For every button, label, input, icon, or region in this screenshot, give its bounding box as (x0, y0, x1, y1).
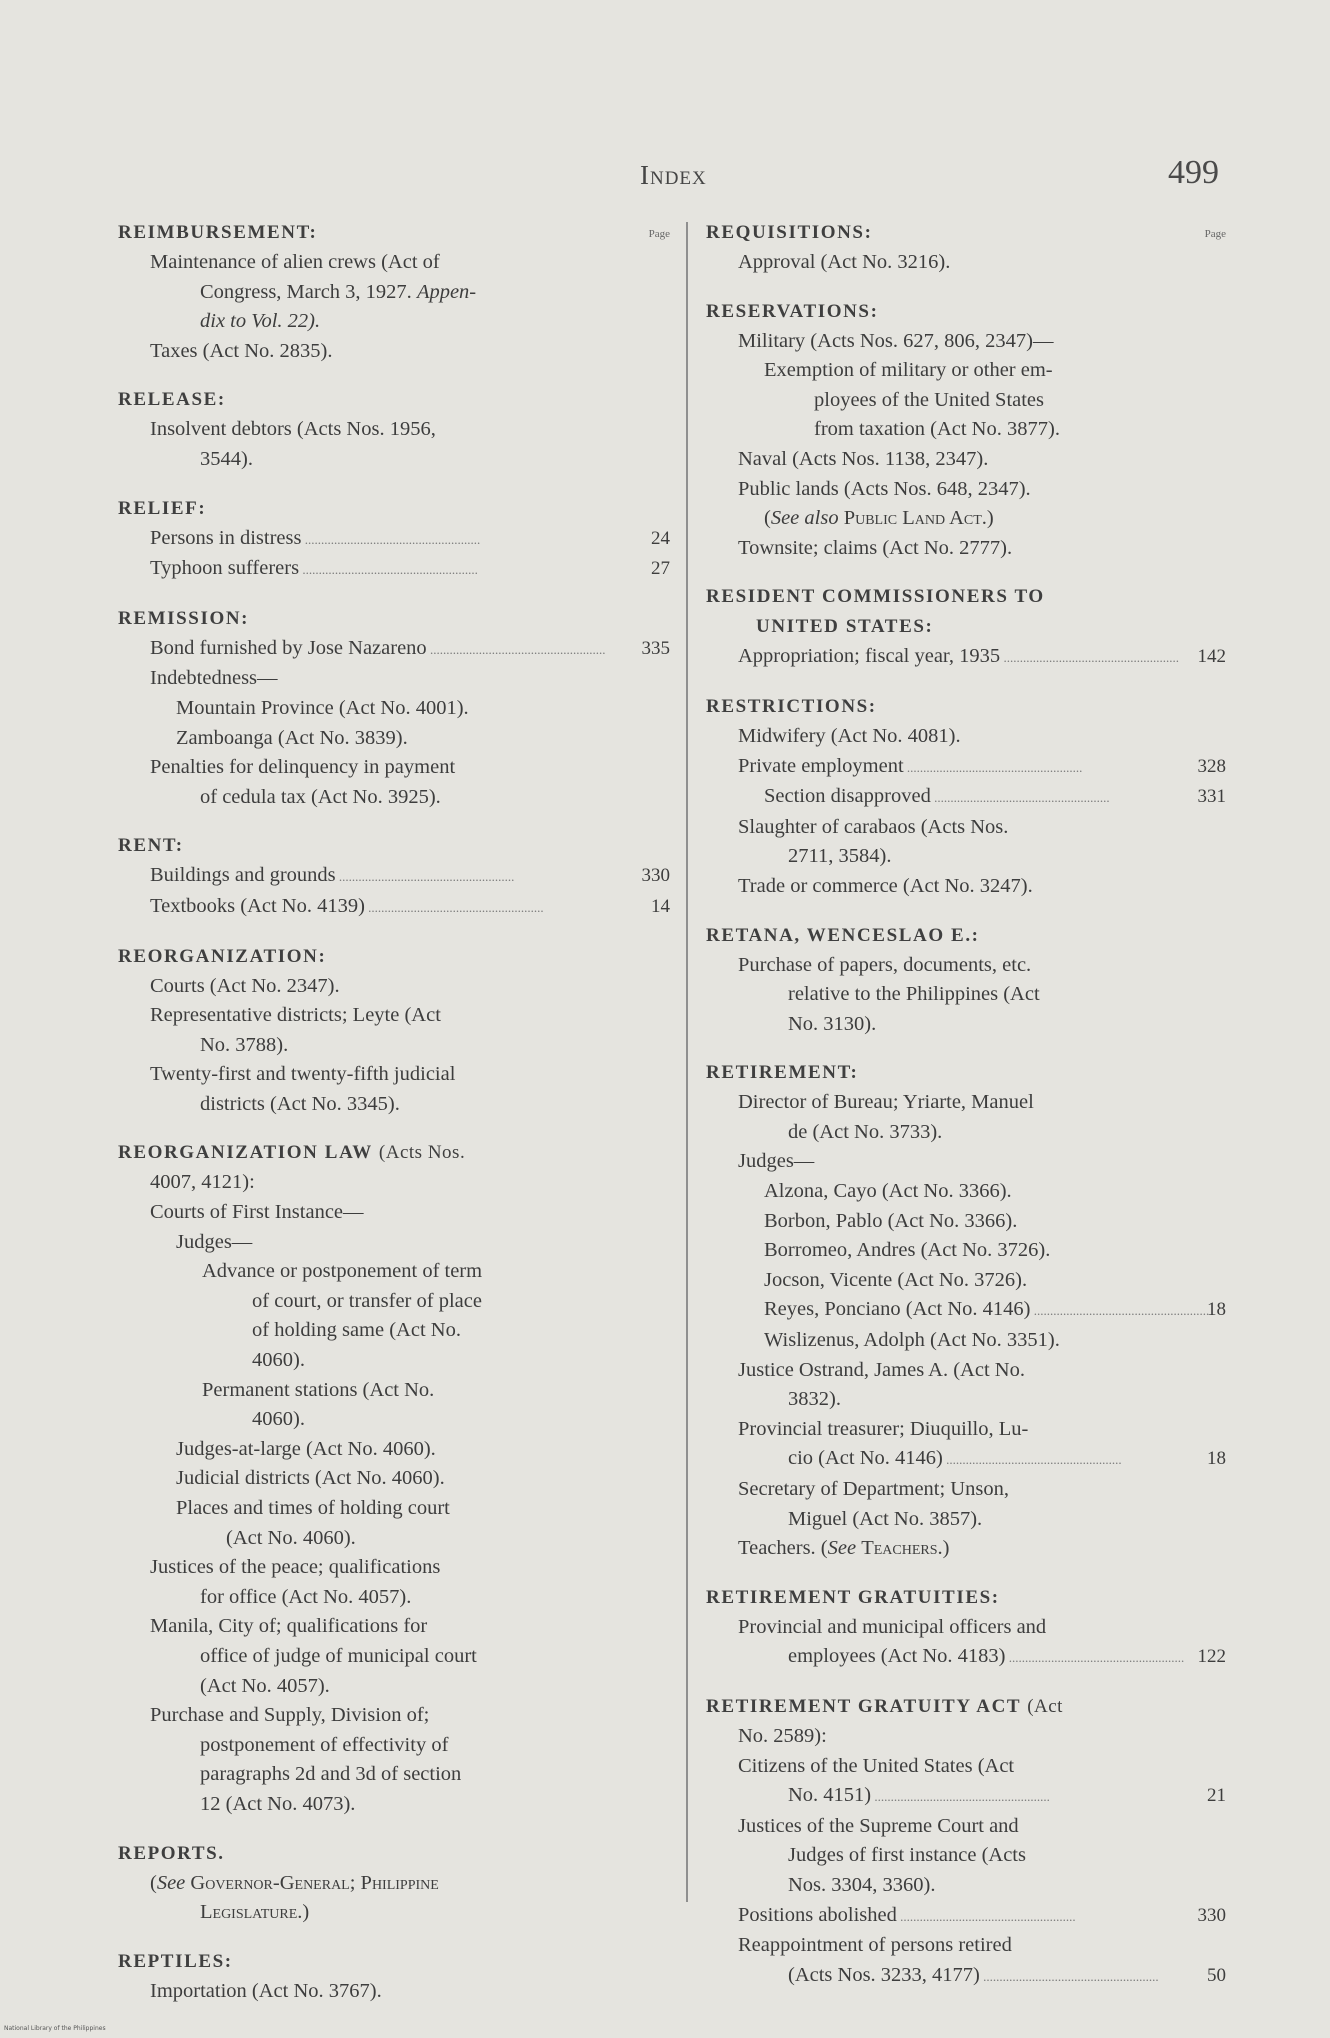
subentry (706, 642, 1226, 673)
subentry: Borromeo, Andres (Act No. 3726). (764, 1239, 1051, 1262)
entry-heading-suffix: (Acts Nos. (378, 1142, 466, 1164)
subentry: Mountain Province (Act No. 4001). (176, 696, 469, 719)
subentry-text: cio (Act No. 4146) ..... (788, 1447, 1122, 1469)
entry-reservations (706, 297, 1226, 564)
subentry: Purchase of papers, documents, etc. (738, 953, 1032, 976)
cross-ref-italic: See (827, 1537, 857, 1560)
entry-reptiles (118, 1947, 670, 2007)
subentry-continued: 4060). (252, 1408, 305, 1431)
page-ref: 24 (651, 527, 670, 549)
entry-heading: RETIREMENT: (706, 1062, 859, 1084)
subentry: Representative districts; Leyte (Act (150, 1004, 441, 1027)
subentry: Provincial treasurer; Diuquillo, Lu- (738, 1417, 1029, 1440)
subentry: Permanent stations (Act No. (202, 1378, 435, 1401)
entry-rent (118, 831, 670, 922)
running-title: Index (640, 160, 707, 190)
entry-reports (118, 1839, 670, 1928)
subentry: Townsite; claims (Act No. 2777). (738, 536, 1013, 559)
page-ref: 18 (1207, 1299, 1226, 1321)
subentry-text: Bond furnished by Jose Nazareno ..... (150, 637, 605, 659)
subentry (118, 892, 670, 923)
page-ref: 142 (1197, 646, 1226, 668)
entry-heading-suffix: (Act (1027, 1695, 1063, 1717)
subentry: Provincial and municipal officers and (738, 1615, 1047, 1638)
subentry: Borbon, Pablo (Act No. 3366). (764, 1209, 1018, 1232)
subentry: Citizens of the United States (Act (738, 1754, 1015, 1777)
subentry-continued: of court, or transfer of place (252, 1289, 482, 1312)
cross-reference-continued: Legislature.) (200, 1901, 310, 1924)
subentry-continued: relative to the Philippines (Act (788, 983, 1040, 1006)
subentry: Public lands (Acts Nos. 648, 2347). (738, 477, 1031, 500)
subentry-text: Reyes, Ponciano (Act No. 4146) ..... (764, 1298, 1209, 1320)
entry-heading: RESTRICTIONS: (706, 695, 877, 717)
subentry (118, 861, 670, 892)
cross-ref-target: Governor-General; Philippine (190, 1871, 439, 1894)
entry-restrictions (706, 692, 1226, 902)
entry-heading: REPTILES: (118, 1950, 233, 1972)
page-number: 499 (1168, 154, 1219, 191)
subentry: Penalties for delinquency in payment (150, 756, 456, 779)
subentry: Midwifery (Act No. 4081). (738, 724, 961, 747)
page-ref: 27 (651, 558, 670, 580)
subentry-continued: (Act No. 4057). (200, 1674, 330, 1697)
subentry-continued: districts (Act No. 3345). (200, 1092, 400, 1115)
subentry: Wislizenus, Adolph (Act No. 3351). (764, 1329, 1060, 1352)
column-divider (686, 222, 688, 1902)
subentry: Reappointment of persons retired (738, 1934, 1012, 1957)
subentry-continued (706, 1781, 1226, 1812)
entry-heading: RETANA, WENCESLAO E.: (706, 924, 980, 946)
subentry-continued: 3832). (788, 1388, 841, 1411)
entry-heading: REMISSION: (118, 607, 250, 629)
entry-heading: RELEASE: (118, 389, 226, 411)
entry-release (118, 385, 670, 474)
entry-heading: RETIREMENT GRATUITIES: (706, 1586, 1000, 1608)
subentry-text: Private employment ..... (738, 755, 1082, 777)
subentry: Approval (Act No. 3216). (738, 251, 951, 273)
entry-resident-commissioners (706, 582, 1226, 673)
subentry: Purchase and Supply, Division of; (150, 1704, 430, 1727)
page-ref: 14 (651, 895, 670, 917)
entry-retana (706, 921, 1226, 1040)
subentry: Twenty-first and twenty-fifth judicial (150, 1063, 456, 1086)
subentry: Judges-at-large (Act No. 4060). (176, 1437, 436, 1460)
subentry-text: Buildings and grounds ..... (150, 864, 514, 886)
subentry-text: Appropriation; fiscal year, 1935 ..... (738, 645, 1179, 667)
subentry: Maintenance of alien crews (Act of (150, 251, 440, 273)
page-ref: 122 (1197, 1646, 1226, 1668)
subentry-continued: paragraphs 2d and 3d of section (200, 1763, 462, 1786)
page-ref: 21 (1207, 1785, 1226, 1807)
subentry-continued: of holding same (Act No. (252, 1319, 461, 1342)
subentry-text: Persons in distress ..... (150, 527, 480, 549)
subentry-continued: 4007, 4121): (150, 1171, 255, 1194)
left-column (118, 218, 670, 2025)
page-ref: 328 (1197, 755, 1226, 777)
entry-reorganization-law (118, 1138, 670, 1819)
page-ref: 335 (641, 637, 670, 659)
page-ref: 330 (641, 865, 670, 887)
subentry: Manila, City of; qualifications for (150, 1615, 428, 1638)
subentry: Advance or postponement of term (202, 1260, 483, 1283)
subentry-continued: office of judge of municipal court (200, 1644, 477, 1667)
entry-remission (118, 604, 670, 813)
subentry-continued: Miguel (Act No. 3857). (788, 1507, 983, 1530)
entry-heading-continued: UNITED STATES: (756, 616, 934, 638)
entry-reorganization (118, 942, 670, 1120)
entry-heading (118, 1138, 670, 1168)
subentry: Exemption of military or other em- (764, 359, 1053, 382)
subentry (706, 1901, 1226, 1932)
cross-reference: (See Governor-General; Philippine (150, 1871, 439, 1894)
subentry-text: Teachers. (738, 1537, 816, 1560)
subentry-continued: No. 3788). (200, 1033, 289, 1056)
cross-ref-italic: See (156, 1871, 186, 1894)
subentry: Jocson, Vicente (Act No. 3726). (764, 1268, 1028, 1291)
page-header (0, 152, 1330, 202)
subentry: Judges— (176, 1230, 253, 1253)
cross-ref-target: Public Land Act.) (843, 507, 994, 530)
cross-reference: (See also Public Land Act.) (764, 507, 994, 530)
subentry (118, 524, 670, 555)
subentry-continued: 4060). (252, 1349, 305, 1372)
entry-reimbursement (118, 218, 670, 366)
subentry: Trade or commerce (Act No. 3247). (738, 874, 1033, 897)
subentry: Slaughter of carabaos (Acts Nos. (738, 815, 1009, 838)
subentry-continued: No. 2589): (738, 1724, 827, 1747)
subentry-text: (Acts Nos. 3233, 4177) ..... (788, 1964, 1159, 1986)
subentry: Judicial districts (Act No. 4060). (176, 1467, 445, 1490)
subentry-continued: 2711, 3584). (788, 845, 892, 868)
subentry-continued: 3544). (200, 447, 253, 470)
entry-heading-text: REORGANIZATION LAW (118, 1142, 373, 1164)
subentry (706, 752, 1226, 783)
entry-heading: RESERVATIONS: (706, 300, 879, 322)
cross-ref-italic: See also (770, 507, 839, 530)
subentry-continued: from taxation (Act No. 3877). (814, 418, 1060, 441)
entry-retirement (706, 1058, 1226, 1564)
subentry-continued: postponement of effectivity of (200, 1733, 449, 1756)
entry-heading: RENT: (118, 835, 184, 857)
entry-heading: RESIDENT COMMISSIONERS TO (706, 586, 1045, 608)
page-column-label: Page (1204, 228, 1226, 240)
subentry-continued: No. 3130). (788, 1012, 877, 1035)
right-column (706, 218, 1226, 2010)
page-ref: 330 (1197, 1904, 1226, 1926)
subentry: Naval (Acts Nos. 1138, 2347). (738, 447, 989, 470)
subentry-continued (706, 1642, 1226, 1673)
subentry: Alzona, Cayo (Act No. 3366). (764, 1180, 1012, 1203)
subentry-text: Section disapproved ..... (764, 785, 1110, 807)
subentry-continued: Judges of first instance (Acts (788, 1844, 1026, 1867)
page-ref: 50 (1207, 1964, 1226, 1986)
subentry: Importation (Act No. 3767). (150, 1979, 382, 2002)
entry-relief (118, 494, 670, 585)
subentry: Zamboanga (Act No. 3839). (176, 726, 408, 749)
subentry (118, 634, 670, 665)
subentry-text: Typhoon sufferers ..... (150, 557, 478, 579)
entry-heading-text: RETIREMENT GRATUITY ACT (706, 1695, 1021, 1717)
subentry (706, 782, 1226, 813)
subentry: Justice Ostrand, James A. (Act No. (738, 1358, 1025, 1381)
subentry-text: Textbooks (Act No. 4139) ..... (150, 895, 544, 917)
subentry: Military (Acts Nos. 627, 806, 2347)— (738, 329, 1054, 352)
subentry: Justices of the peace; qualifications (150, 1556, 441, 1579)
subentry: Director of Bureau; Yriarte, Manuel (738, 1091, 1034, 1114)
subentry-continued (118, 278, 670, 308)
subentry-text: Positions abolished ..... (738, 1904, 1076, 1926)
entry-heading (706, 1692, 1226, 1722)
subentry-text: employees (Act No. 4183) ..... (788, 1645, 1184, 1667)
entry-heading: RELIEF: (118, 497, 207, 519)
entry-retirement-gratuity-act (706, 1692, 1226, 1991)
subentry-continued (706, 1444, 1226, 1475)
entry-retirement-gratuities (706, 1583, 1226, 1673)
subentry-continued: ployees of the United States (814, 388, 1045, 411)
subentry-continued: of cedula tax (Act No. 3925). (200, 785, 441, 808)
entry-heading: REIMBURSEMENT: (118, 222, 318, 243)
subentry-text: No. 4151) ..... (788, 1784, 1050, 1806)
subentry: Places and times of holding court (176, 1497, 450, 1519)
page-ref: 18 (1207, 1448, 1226, 1470)
entry-heading: REQUISITIONS: (706, 222, 873, 243)
subentry-continued: de (Act No. 3733). (788, 1120, 943, 1143)
entry-requisitions (706, 218, 1226, 278)
subentry (118, 554, 670, 585)
subentry: Indebtedness— (150, 667, 278, 690)
cross-reference: Teachers. (See Teachers.) (738, 1537, 950, 1560)
page-column-label: Page (648, 228, 670, 240)
page-ref: 331 (1197, 786, 1226, 808)
scan-footer: National Library of the Philippines (4, 2025, 106, 2032)
subentry: Justices of the Supreme Court and (738, 1814, 1019, 1837)
subentry: Insolvent debtors (Acts Nos. 1956, (150, 418, 436, 441)
subentry: Judges— (738, 1150, 815, 1173)
subentry-continued: (Act No. 4060). (226, 1526, 356, 1549)
subentry-continued (706, 1961, 1226, 1992)
entry-heading: REORGANIZATION: (118, 945, 327, 967)
subentry-continued: Nos. 3304, 3360). (788, 1873, 936, 1896)
subentry: Secretary of Department; Unson, (738, 1478, 1009, 1500)
subentry-text: Congress, March 3, 1927. (200, 280, 412, 303)
subentry: Courts of First Instance— (150, 1201, 364, 1224)
subentry: Taxes (Act No. 2835). (150, 339, 333, 362)
entry-heading: REPORTS. (118, 1842, 225, 1864)
cross-ref-target: Teachers.) (861, 1537, 950, 1560)
subentry-continued: dix to Vol. 22). (200, 310, 321, 333)
subentry: Courts (Act No. 2347). (150, 974, 340, 997)
subentry-continued: 12 (Act No. 4073). (200, 1792, 356, 1815)
subentry (706, 1295, 1226, 1326)
subentry-continued: for office (Act No. 4057). (200, 1585, 412, 1608)
subentry-italic: Appen- (416, 280, 477, 303)
